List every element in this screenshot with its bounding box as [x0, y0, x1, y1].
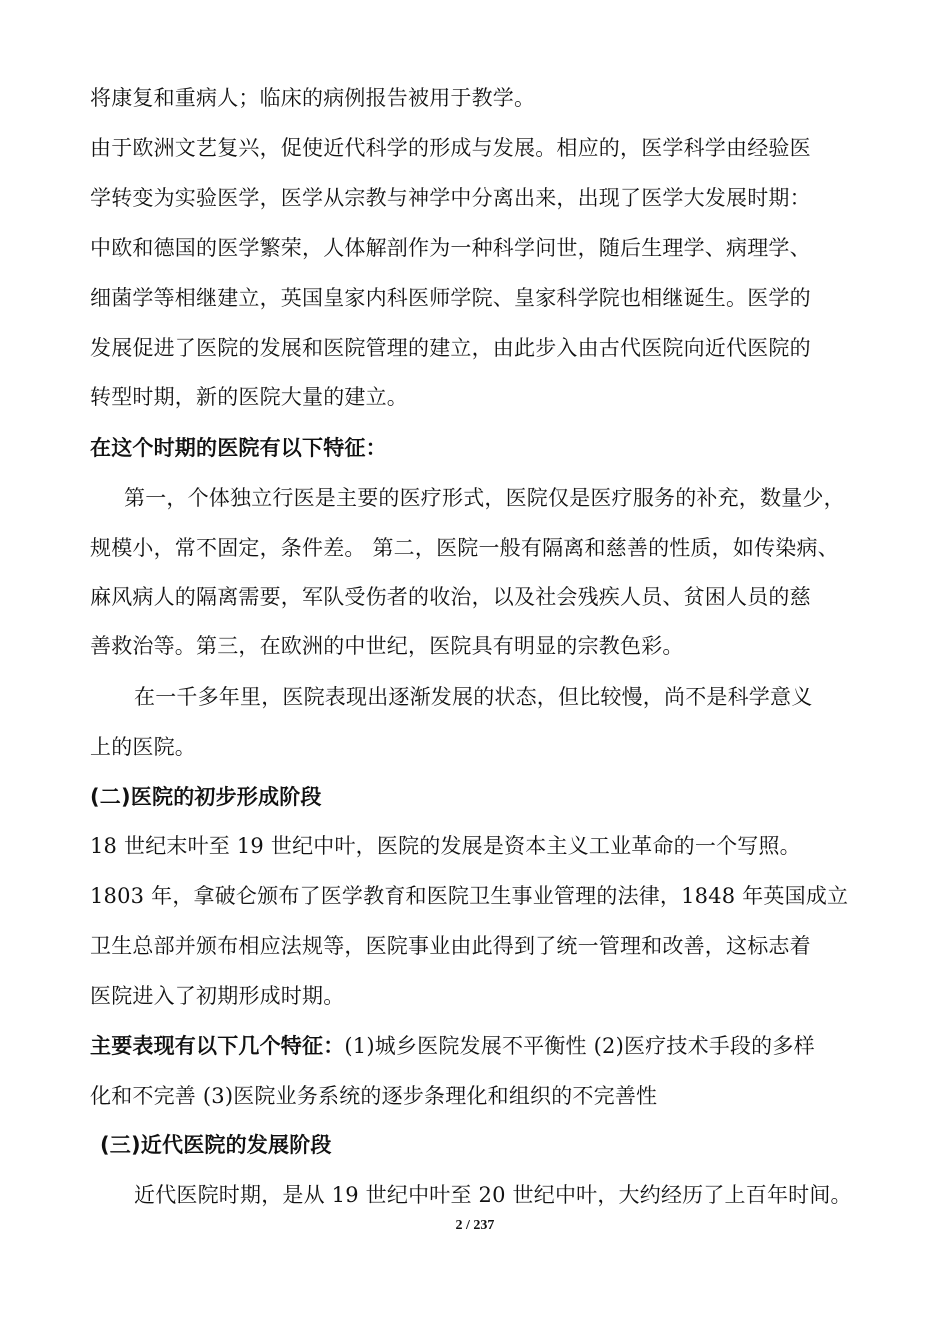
paragraph-line: 上的医院。	[90, 735, 196, 759]
paragraph-line: 18 世纪末叶至 19 世纪中叶，医院的发展是资本主义工业革命的一个写照。	[90, 834, 801, 858]
section-heading: (三)近代医院的发展阶段	[100, 1133, 332, 1157]
paragraph-line: 第一，个体独立行医是主要的医疗形式，医院仅是医疗服务的补充，数量少，	[124, 486, 845, 510]
paragraph-line: 将康复和重病人；临床的病例报告被用于教学。	[90, 86, 536, 110]
section-heading: 在这个时期的医院有以下特征：	[90, 436, 387, 460]
paragraph-line: 中欧和德国的医学繁荣，人体解剖作为一种科学问世，随后生理学、病理学、	[90, 236, 811, 260]
paragraph-line: 1803 年，拿破仑颁布了医学教育和医院卫生事业管理的法律，1848 年英国成立	[90, 884, 849, 908]
paragraph-line: 由于欧洲文艺复兴，促使近代科学的形成与发展。相应的，医学科学由经验医	[90, 136, 811, 160]
paragraph-line: 在一千多年里，医院表现出逐渐发展的状态，但比较慢，尚不是科学意义	[134, 685, 813, 709]
features-list: (1)城乡医院发展不平衡性 (2)医疗技术手段的多样	[344, 1034, 815, 1058]
paragraph-line: 善救治等。第三，在欧洲的中世纪，医院具有明显的宗教色彩。	[90, 634, 684, 658]
paragraph-line: 医院进入了初期形成时期。	[90, 984, 345, 1008]
section-heading: (二)医院的初步形成阶段	[90, 785, 322, 809]
paragraph-line: 细菌学等相继建立，英国皇家内科医师学院、皇家科学院也相继诞生。医学的	[90, 286, 811, 310]
paragraph-line: 学转变为实验医学，医学从宗教与神学中分离出来，出现了医学大发展时期：	[90, 186, 811, 210]
paragraph-line: 发展促进了医院的发展和医院管理的建立，由此步入由古代医院向近代医院的	[90, 336, 811, 360]
paragraph-line: 化和不完善 (3)医院业务系统的逐步条理化和组织的不完善性	[90, 1084, 658, 1108]
paragraph-line: 规模小，常不固定，条件差。 第二，医院一般有隔离和慈善的性质，如传染病、	[90, 536, 839, 560]
page-number: 2 / 237	[455, 1218, 495, 1233]
paragraph-line: 近代医院时期，是从 19 世纪中叶至 20 世纪中叶，大约经历了上百年时间。	[134, 1183, 852, 1207]
paragraph-line: 卫生总部并颁布相应法规等，医院事业由此得到了统一管理和改善，这标志着	[90, 934, 811, 958]
paragraph-line: 麻风病人的隔离需要，军队受伤者的收治，以及社会残疾人员、贫困人员的慈	[90, 585, 811, 609]
paragraph-line	[90, 1032, 880, 1060]
paragraph-line: 转型时期，新的医院大量的建立。	[90, 385, 408, 409]
features-lead: 主要表现有以下几个特征：	[90, 1034, 345, 1058]
